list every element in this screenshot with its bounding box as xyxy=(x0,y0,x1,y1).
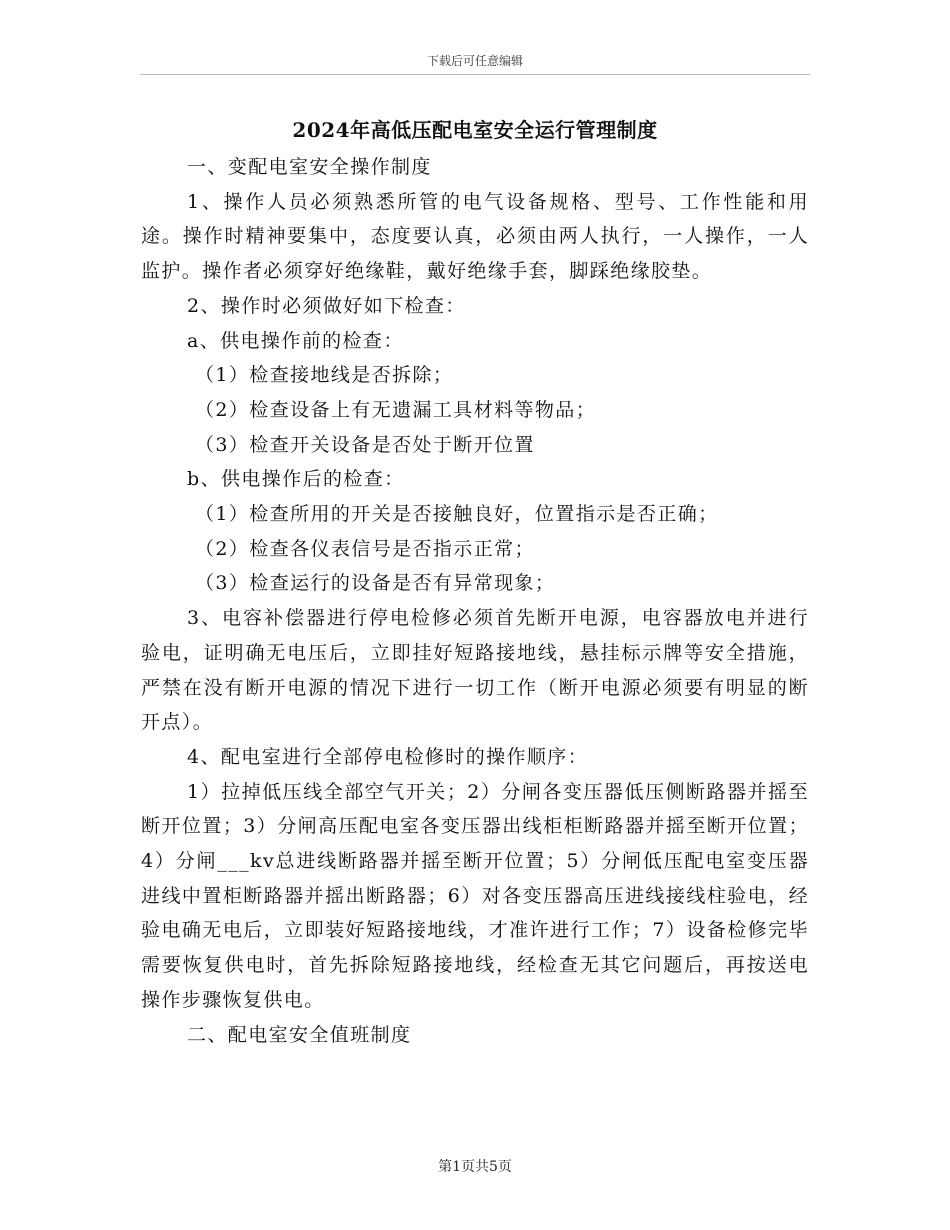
page-number: 第1页共5页 xyxy=(438,1159,512,1175)
document-body xyxy=(141,150,809,1052)
list-item: （2）检查各仪表信号是否指示正常； xyxy=(195,537,535,560)
paragraph: 4、配电室进行全部停电检修时的操作顺序： xyxy=(187,745,589,768)
section-heading: 一、变配电室安全操作制度 xyxy=(187,156,432,178)
document-title: 2024年高低压配电室安全运行管理制度 xyxy=(292,118,658,142)
list-item: （1）检查所用的开关是否接触良好，位置指示是否正确； xyxy=(195,503,719,526)
list-subheading: a、供电操作前的检查： xyxy=(187,329,404,352)
list-item: （3）检查开关设备是否处于断开位置 xyxy=(195,433,535,456)
list-item: （3）检查运行的设备是否有异常现象； xyxy=(195,572,556,595)
paragraph: 3、电容补偿器进行停电检修必须首先断开电源，电容器放电并进行验电，证明确无电压后，立即挂好短路接地线，悬挂标示牌等安全措施，严禁在没有断开电源的情况下进行一切工作（断开电源必须要有明显的断开点）。 xyxy=(141,607,809,734)
paragraph: 1）拉掉低压线全部空气开关；2）分闸各变压器低压侧断路器并摇至断开位置；3）分闸高压配电室各变压器出线柜柜断路器并摇至断开位置；4）分闸___kv总进线断路器并摇至断开位置；5）分闸低压配电室变压器进线中置柜断路器并摇出断路器；6）对各变压器高压进线接线柱验电，经验电确无电后，立即装好短路接地线，才准许进行工作；7）设备检修完毕需要恢复供电时，首先拆除短路接地线，经检查无其它问题后，再按送电操作步骤恢复供电。 xyxy=(141,780,809,1011)
paragraph: 1、操作人员必须熟悉所管的电气设备规格、型号、工作性能和用途。操作时精神要集中，态度要认真，必须由两人执行，一人操作，一人监护。操作者必须穿好绝缘鞋，戴好绝缘手套，脚踩绝缘胶垫。 xyxy=(141,190,809,283)
list-item: （2）检查设备上有无遗漏工具材料等物品； xyxy=(195,398,597,421)
page-header: 下载后可任意编辑 xyxy=(426,54,523,68)
list-item: （1）检查接地线是否拆除； xyxy=(195,364,454,387)
paragraph: 2、操作时必须做好如下检查： xyxy=(187,294,466,317)
header-divider xyxy=(140,74,810,75)
section-heading: 二、配电室安全值班制度 xyxy=(187,1023,412,1046)
list-subheading: b、供电操作后的检查： xyxy=(187,468,405,491)
